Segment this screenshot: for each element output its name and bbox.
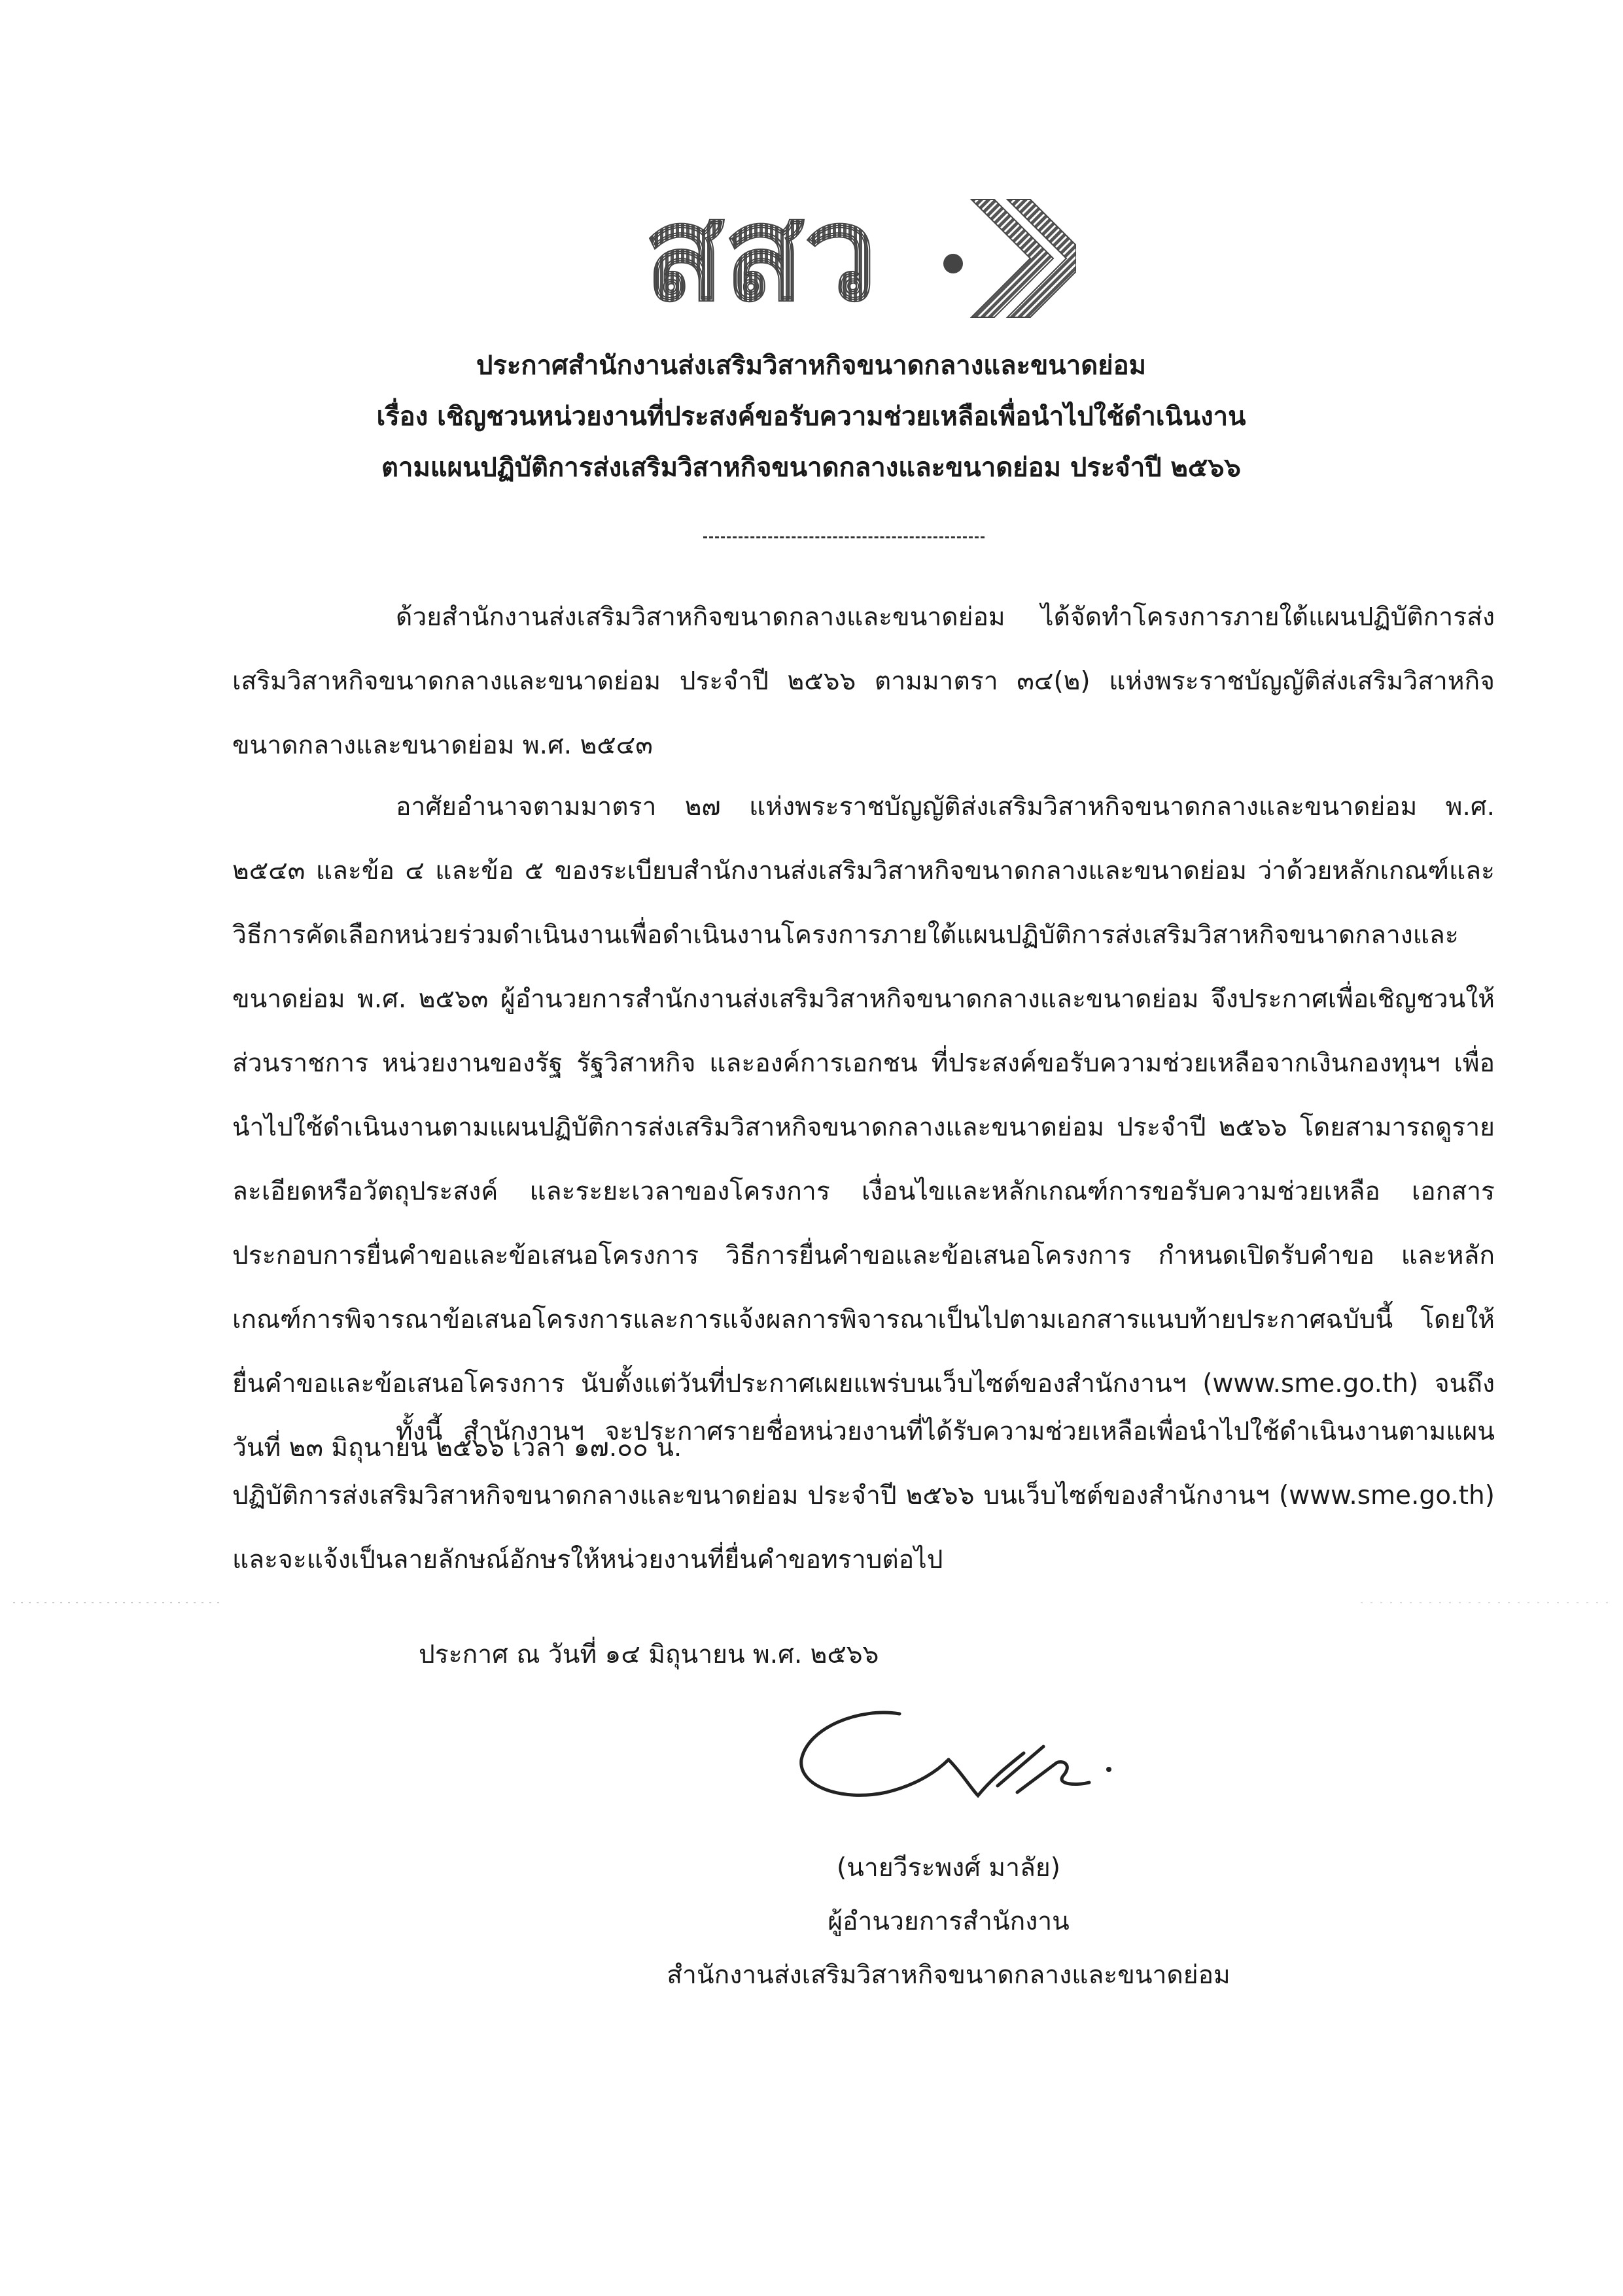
signature-graphic xyxy=(782,1688,1148,1818)
document-heading xyxy=(196,340,1426,493)
osmep-logo xyxy=(644,186,1076,324)
logo-text: สสว xyxy=(644,186,878,324)
paragraph-3-text: ทั้งนี้ สำนักงานฯ จะประกาศรายชื่อหน่วยงานที่ได้รับความช่วยเหลือเพื่อนำไปใช้ดำเนินงานตามแผนปฏิบัติการส่งเสริมวิสาหกิจขนาดกลางและขนาดย่อม ประจำปี ๒๕๖๖ บนเว็บไซต์ของสำนักงานฯ (www.sme.go.th) และจะแจ้งเป็นลายลักษณ์อักษรให้หน่วยงานที่ยื่นคำขอทราบต่อไป xyxy=(232,1417,1495,1574)
signer-organization: สำนักงานส่งเสริมวิสาหกิจขนาดกลางและขนาดย่อม xyxy=(667,1960,1230,1990)
body-paragraph-1 xyxy=(232,585,1495,778)
logo-dot xyxy=(943,254,963,273)
scan-artifact xyxy=(0,1601,1623,1604)
signer-position: ผู้อำนวยการสำนักงาน xyxy=(828,1907,1070,1936)
heading-line-2: เรื่อง เชิญชวนหน่วยงานที่ประสงค์ขอรับความช่วยเหลือเพื่อนำไปใช้ดำเนินงาน xyxy=(376,402,1246,432)
heading-line-3: ตามแผนปฏิบัติการส่งเสริมวิสาหกิจขนาดกลางและขนาดย่อม ประจำปี ๒๕๖๖ xyxy=(381,453,1241,483)
signer-block xyxy=(654,1841,1243,2002)
director-signature xyxy=(782,1688,1148,1818)
logo-graphic xyxy=(644,186,1076,324)
announcement-date: ประกาศ ณ วันที่ ๑๔ มิถุนายน พ.ศ. ๒๕๖๖ xyxy=(419,1640,879,1669)
body-paragraph-2 xyxy=(232,775,1495,1480)
paragraph-1-text: ด้วยสำนักงานส่งเสริมวิสาหกิจขนาดกลางและขนาดย่อม ได้จัดทำโครงการภายใต้แผนปฏิบัติการส่งเสริมวิสาหกิจขนาดกลางและขนาดย่อม ประจำปี ๒๕๖๖ ตามมาตรา ๓๔(๒) แห่งพระราชบัญญัติส่งเสริมวิสาหกิจขนาดกลางและขนาดย่อม พ.ศ. ๒๕๔๓ xyxy=(232,602,1495,760)
heading-divider xyxy=(703,536,985,538)
paragraph-2-text: อาศัยอำนาจตามมาตรา ๒๗ แห่งพระราชบัญญัติส่งเสริมวิสาหกิจขนาดกลางและขนาดย่อม พ.ศ. ๒๕๔๓ และข้อ ๔ และข้อ ๕ ของระเบียบสำนักงานส่งเสริมวิสาหกิจขนาดกลางและขนาดย่อม ว่าด้วยหลักเกณฑ์และวิธีการคัดเลือกหน่วยร่วมดำเนินงานเพื่อดำเนินงานโครงการภายใต้แผนปฏิบัติการส่งเสริมวิสาหกิจขนาดกลางและขนาดย่อม พ.ศ. ๒๕๖๓ ผู้อำนวยการสำนักงานส่งเสริมวิสาหกิจขนาดกลางและขนาดย่อม จึงประกาศเพื่อเชิญชวนให้ส่วนราชการ หน่วยงานของรัฐ รัฐวิสาหกิจ และองค์การเอกชน ที่ประสงค์ขอรับความช่วยเหลือจากเงินกองทุนฯ เพื่อนำไปใช้ดำเนินงานตามแผนปฏิบัติการส่งเสริมวิสาหกิจขนาดกลางและขนาดย่อม ประจำปี ๒๕๖๖ โดยสามารถดูรายละเอียดหรือวัตถุประสงค์ และระยะเวลาของโครงการ เงื่อนไขและหลักเกณฑ์การขอรับความช่วยเหลือ เอกสารประกอบการยื่นคำขอและข้อเสนอโครงการ วิธีการยื่นคำขอและข้อเสนอโครงการ กำหนดเปิดรับคำขอ และหลักเกณฑ์การพิจารณาข้อเสนอโครงการและการแจ้งผลการพิจารณาเป็นไปตามเอกสารแนบท้ายประกาศฉบับนี้ โดยให้ยื่นคำขอและข้อเสนอโครงการ นับตั้งแต่วันที่ประกาศเผยแพร่บนเว็บไซต์ของสำนักงานฯ (www.sme.go.th) จนถึงวันที่ ๒๓ มิถุนายน ๒๕๖๖ เวลา ๑๗.๐๐ น. xyxy=(232,792,1495,1463)
body-paragraph-3 xyxy=(232,1400,1495,1592)
heading-line-1: ประกาศสำนักงานส่งเสริมวิสาหกิจขนาดกลางและขนาดย่อม xyxy=(476,351,1147,381)
signer-name: (นายวีระพงศ์ มาลัย) xyxy=(837,1853,1060,1883)
